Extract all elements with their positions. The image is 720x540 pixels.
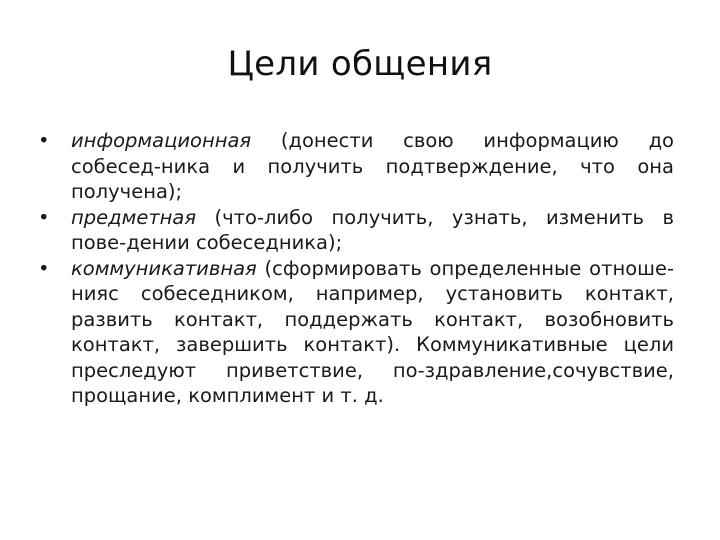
list-item-objective <box>38 205 674 256</box>
bullet-icon: • <box>38 205 50 229</box>
list-item-communicative <box>38 256 674 409</box>
bullet-icon: • <box>38 129 50 152</box>
bullet-icon: • <box>38 256 50 280</box>
list-item-term: предметная <box>71 205 197 229</box>
list-item-text: (донести свою информацию до собесед-ника и получить подтверждение, что она получена); <box>71 129 674 203</box>
list-item-informational <box>38 128 674 205</box>
list-item-text: (сформировать определенные отноше-нияс собеседником, например, установить контакт, развить контакт, поддержать контакт, возобновить контакт, завершить контакт). Коммуникативные цели преследуют приветствие, по-здравление,сочувствие, прощание, комплимент и т. д. <box>71 256 674 407</box>
goals-list <box>38 128 674 409</box>
list-item-term: коммуникативная <box>71 256 257 280</box>
list-item-term: информационная <box>71 129 252 152</box>
slide-title: Цели общения <box>227 44 493 84</box>
list-item-text: (что-либо получить, узнать, изменить в пове-дении собеседника); <box>71 205 674 254</box>
